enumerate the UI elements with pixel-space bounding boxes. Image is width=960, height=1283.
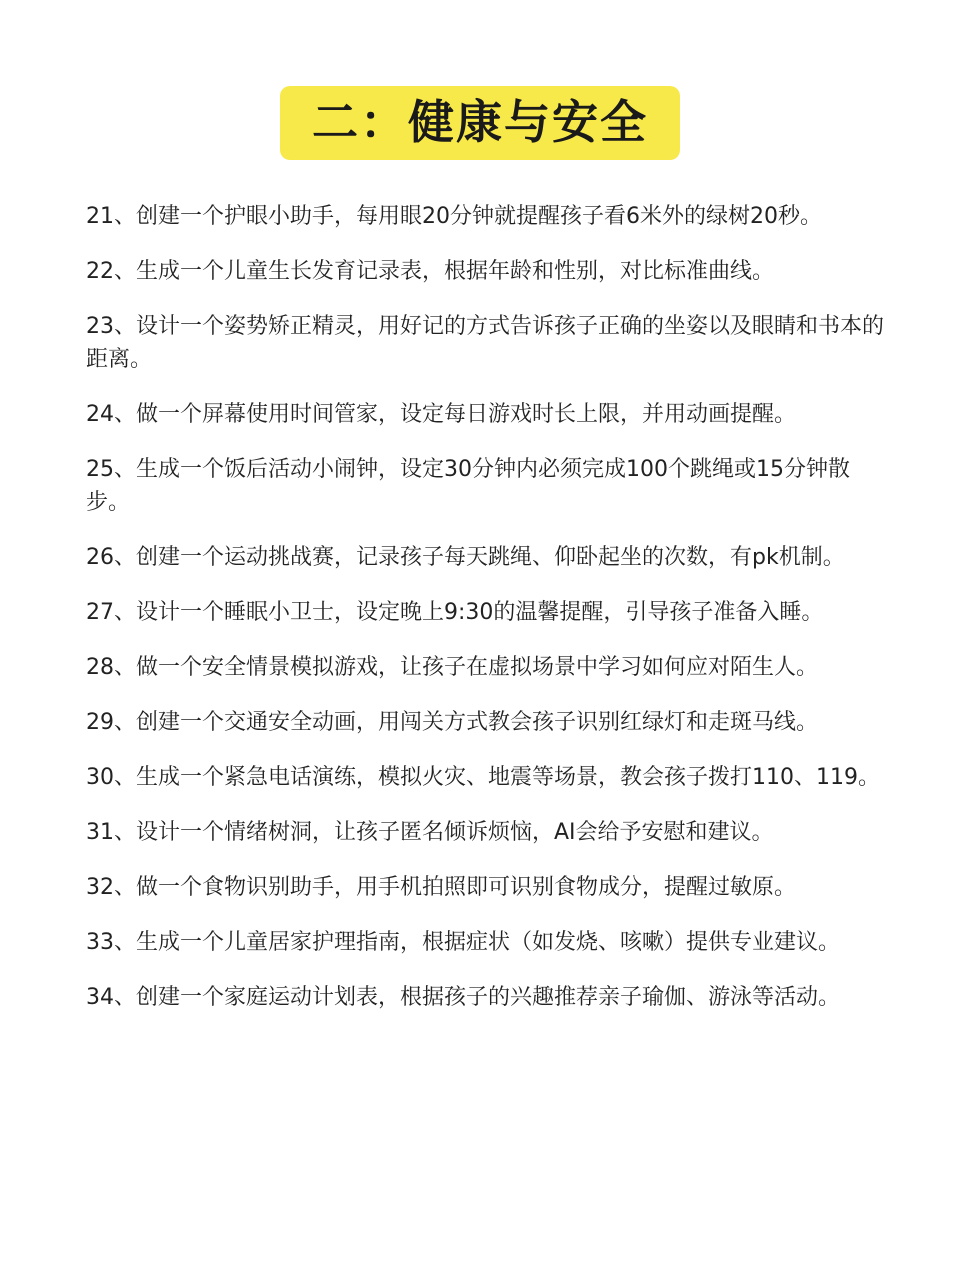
list-item-30: 30、生成一个紧急电话演练，模拟火灾、地震等场景，教会孩子拨打110、119。 <box>86 765 880 790</box>
list-item-27: 27、设计一个睡眠小卫士，设定晚上9:30的温馨提醒，引导孩子准备入睡。 <box>86 600 824 625</box>
list-item-32: 32、做一个食物识别助手，用手机拍照即可识别食物成分，提醒过敏原。 <box>86 875 796 900</box>
list-item-24: 24、做一个屏幕使用时间管家，设定每日游戏时长上限，并用动画提醒。 <box>86 402 796 427</box>
list-item-21: 21、创建一个护眼小助手，每用眼20分钟就提醒孩子看6米外的绿树20秒。 <box>86 204 822 229</box>
list-item-33: 33、生成一个儿童居家护理指南，根据症状（如发烧、咳嗽）提供专业建议。 <box>86 930 840 955</box>
title-section <box>0 86 960 160</box>
list-item-28: 28、做一个安全情景模拟游戏，让孩子在虚拟场景中学习如何应对陌生人。 <box>86 655 818 680</box>
list-item-29: 29、创建一个交通安全动画，用闯关方式教会孩子识别红绿灯和走斑马线。 <box>86 710 818 735</box>
list-item-26: 26、创建一个运动挑战赛，记录孩子每天跳绳、仰卧起坐的次数，有pk机制。 <box>86 545 845 570</box>
list-item-25: 25、生成一个饭后活动小闹钟，设定30分钟内必须完成100个跳绳或15分钟散步。 <box>86 457 850 515</box>
list-item-22: 22、生成一个儿童生长发育记录表，根据年龄和性别，对比标准曲线。 <box>86 259 774 284</box>
idea-list <box>86 200 886 1036</box>
list-item-34: 34、创建一个家庭运动计划表，根据孩子的兴趣推荐亲子瑜伽、游泳等活动。 <box>86 985 840 1010</box>
list-item-23: 23、设计一个姿势矫正精灵，用好记的方式告诉孩子正确的坐姿以及眼睛和书本的距离。 <box>86 314 884 372</box>
list-item-31: 31、设计一个情绪树洞，让孩子匿名倾诉烦恼，AI会给予安慰和建议。 <box>86 820 774 845</box>
page-title: 二：健康与安全 <box>312 95 648 149</box>
title-highlight-box <box>280 86 680 160</box>
